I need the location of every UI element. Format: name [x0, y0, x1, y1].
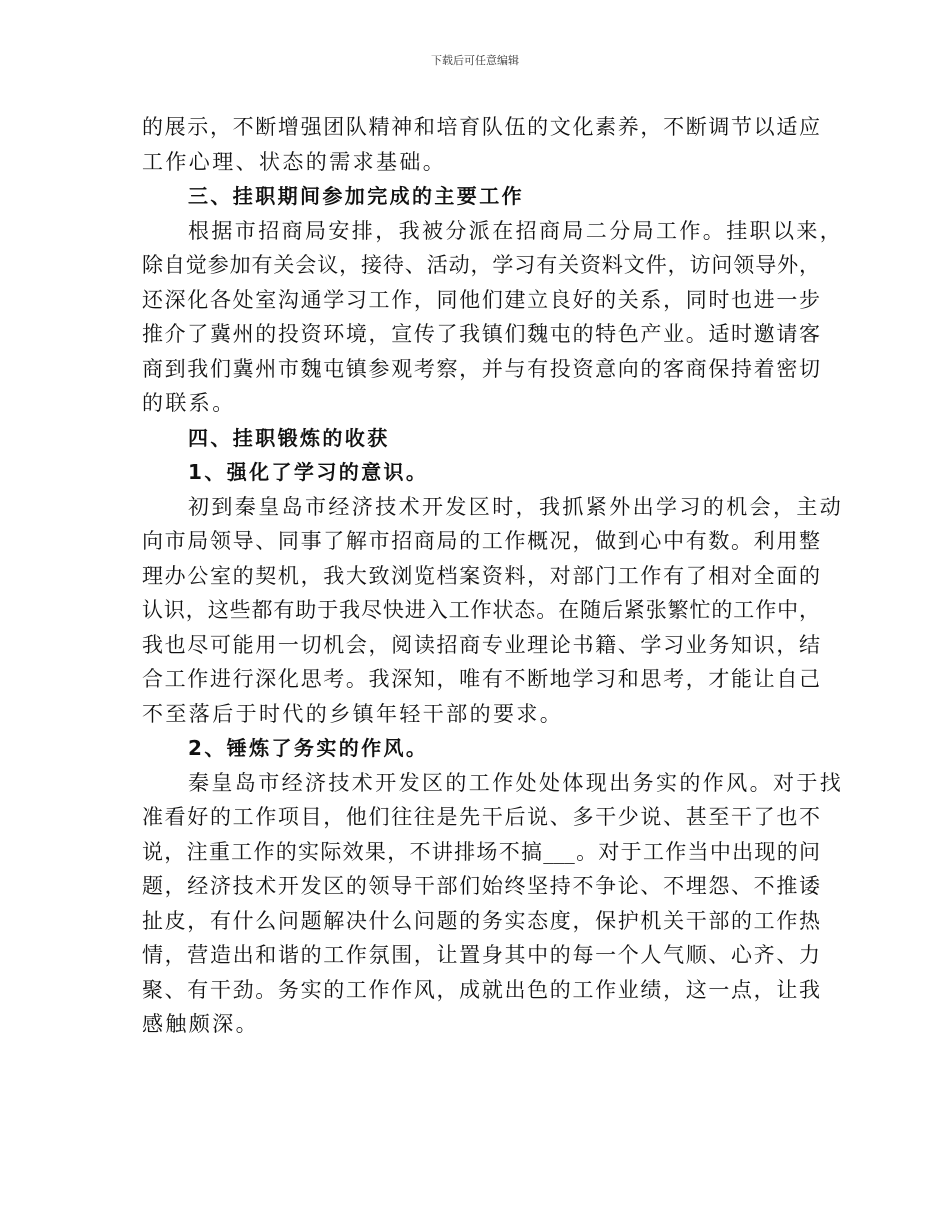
text-line: 聚、有干劲。务实的工作作风，成就出色的工作业绩，这一点，让我: [142, 977, 820, 1002]
section-heading: 三、挂职期间参加完成的主要工作: [188, 184, 524, 208]
text-line: 我也尽可能用一切机会，阅读招商专业理论书籍、学习业务知识，结: [142, 632, 820, 657]
subsection-heading: 1、强化了学习的意识。: [188, 460, 429, 484]
text-line: 理办公室的契机，我大致浏览档案资料，对部门工作有了相对全面的: [142, 563, 820, 588]
text-line: 合工作进行深化思考。我深知，唯有不断地学习和思考，才能让自己: [142, 667, 820, 691]
text-line: 还深化各处室沟通学习工作，同他们建立良好的关系，同时也进一步: [142, 287, 820, 312]
text-line: 不至落后于时代的乡镇年轻干部的要求。: [142, 701, 564, 726]
document-body: [142, 110, 844, 1042]
page-header: 下载后可任意编辑: [431, 54, 519, 67]
text-line: 扯皮，有什么问题解决什么问题的务实态度，保护机关干部的工作热: [142, 908, 820, 933]
text-line: 的联系。: [142, 391, 236, 415]
text-line: 准看好的工作项目，他们往往是先干后说、多干少说、甚至干了也不: [142, 805, 820, 829]
subsection-heading: 2、锤炼了务实的作风。: [188, 736, 429, 760]
text-line: 除自觉参加有关会议，接待、活动，学习有关资料文件，访问领导外，: [142, 253, 820, 277]
text-line: 的展示，不断增强团队精神和培育队伍的文化素养，不断调节以适应: [142, 115, 820, 139]
text-line: 商到我们冀州市魏屯镇参观考察，并与有投资意向的客商保持着密切: [142, 356, 820, 381]
text-line: 工作心理、状态的需求基础。: [142, 149, 447, 174]
text-line: 向市局领导、同事了解市招商局的工作概况，做到心中有数。利用整: [142, 529, 820, 553]
text-line: 题，经济技术开发区的领导干部们始终坚持不争论、不埋怨、不推诿: [142, 874, 820, 898]
paragraph-first-line: 初到秦皇岛市经济技术开发区时，我抓紧外出学习的机会，主动: [188, 494, 844, 519]
text-line: 说，注重工作的实际效果，不讲排场不搞___。对于工作当中出现的问: [142, 839, 820, 864]
text-line: 认识，这些都有助于我尽快进入工作状态。在随后紧张繁忙的工作中，: [142, 598, 820, 622]
text-line: 推介了冀州的投资环境，宣传了我镇们魏屯的特色产业。适时邀请客: [142, 322, 820, 346]
section-heading: 四、挂职锻炼的收获: [188, 425, 390, 450]
paragraph-first-line: 根据市招商局安排，我被分派在招商局二分局工作。挂职以来，: [188, 218, 844, 243]
text-line: 情，营造出和谐的工作氛围，让置身其中的每一个人气顺、心齐、力: [142, 943, 820, 967]
paragraph-first-line: 秦皇岛市经济技术开发区的工作处处体现出务实的作风。对于找: [188, 770, 844, 795]
text-line: 感触颇深。: [142, 1012, 259, 1036]
